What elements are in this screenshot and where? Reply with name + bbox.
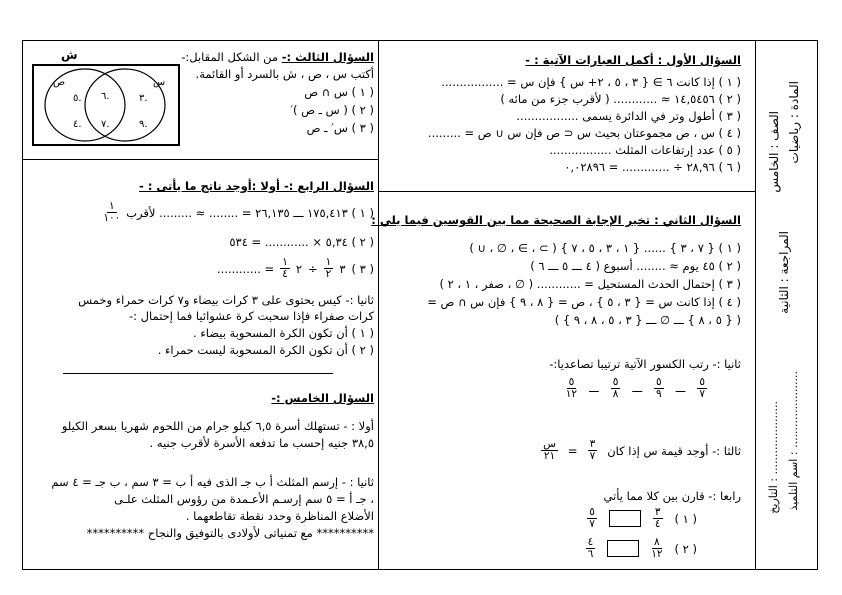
q2-item: ( ۱ ) { ۷ ، ۳ } ...... { ۱ ، ۳ ، ٥ ، ۷ } ( ⊃ ، ∋ ، ∅ ، ∪ ) bbox=[469, 241, 741, 255]
fraction: $\frac{٥}{۹}$ bbox=[656, 376, 662, 400]
answer-box[interactable] bbox=[609, 510, 641, 527]
q2-title: السؤال الثاني : تخير الإجابة الصحيحة مما بين القوسين فيما يلي : bbox=[371, 213, 741, 227]
date-field: التاريخ : ..................... bbox=[767, 401, 780, 514]
q5-line: أولا : - تستهلك أسرة ٦,٥ كيلو جرام من اللحوم شهريا بسعر الكيلو bbox=[61, 419, 374, 433]
q4-item-1: ( ۱ ) ١٧٥,٤١٣ ـــ ٢٦,١٣٥ = ........ ≈ ......... لأقرب $\frac{۱}{۱۰۰}$ bbox=[103, 200, 374, 224]
q4-title: السؤال الرابع :- أولا :أوجد ناتج ما يأتى : - bbox=[139, 179, 374, 193]
venn-diagram bbox=[27, 45, 185, 149]
compare-row: ( ۲ ) $\frac{۸}{۱۲}$ $\frac{٤}{٦}$ bbox=[587, 536, 697, 560]
q2-part2-label: ثانيا :- رتب الكسور الآتية ترتيبا تصاعديا:- bbox=[549, 357, 741, 371]
q3-heading: السؤال الثالث :- من الشكل المقابل:- bbox=[181, 50, 374, 64]
venn-element: ٦. bbox=[101, 91, 110, 102]
q3-instruction: أكتب س ، ص ، ش بالسرد أو القائمة. bbox=[195, 67, 374, 81]
venn-right-label: س bbox=[153, 77, 166, 88]
q4-item-3: ( ۳ ) ۳ $\frac{۱}{۲}$ ÷ ۲ $\frac{۱}{٤}$ = ............ bbox=[217, 256, 374, 280]
q3-item: ( ۱ ) س ∩ ص bbox=[304, 85, 374, 99]
q1-item: ( ٦ ) ٢٨,٩٦ ÷ ............. = ٠,٠٢٨٩٦ bbox=[564, 160, 741, 174]
grade-label: الصف : الخامس bbox=[767, 111, 781, 193]
q1-title: السؤال الأول : أكمل العبارات الآتية : - bbox=[525, 53, 741, 67]
q4-part2-line: كرات صفراء فإذا سحبت كرة عشوائيا فما إحتمال :- bbox=[129, 309, 374, 323]
sidebar-divider bbox=[755, 41, 756, 569]
q4-part2-line: ( ۱ ) أن تكون الكرة المسحوبة بيضاء . bbox=[193, 326, 374, 340]
q3-item: ( ۲ ) ( س ـ ص )′ bbox=[290, 103, 374, 117]
q1-item: ( ۳ ) أطول وتر في الدائرة يسمى ................. bbox=[516, 109, 741, 123]
q5-line: ، جـ أ = ٥ سم إرسـم الأعـمدة من رؤوس المثلث علـى bbox=[114, 492, 374, 506]
fraction: $\frac{٥}{۷}$ bbox=[699, 376, 705, 400]
subject-label: المادة : رياضيات bbox=[787, 81, 801, 164]
q1-item: ( ۲ ) ١٤,٥٤٥٦ ≈ ............ ( لأقرب جزء من مائه ) bbox=[500, 92, 741, 106]
q2-part3: ثالثا :- أوجد قيمة س إذا كان $\frac{۳}{۷}$ = $\frac{\text{س}}{۲۱}$ bbox=[543, 438, 741, 462]
q4-part2-line: ( ۲ ) أن تكون الكرة المسحوبة ليست حمراء . bbox=[157, 343, 374, 357]
venn-element: ٥. bbox=[73, 93, 82, 104]
fraction: $\frac{٥}{۸}$ bbox=[612, 376, 619, 400]
venn-left-label: ص bbox=[53, 77, 66, 88]
q3-item: ( ۳ ) س′ ـ ص bbox=[306, 121, 374, 135]
venn-element: ٤. bbox=[73, 119, 82, 130]
footer-wishes: ********** مع تمنياتى لأولادى بالتوفيق والنجاح ********** bbox=[86, 526, 374, 540]
q5-line: ٣٨,٥ جنيه إحسب ما تدفعه الأسرة لأقرب جنيه . bbox=[149, 436, 374, 450]
fractions-row: $\frac{٥}{۷}$ ـــ $\frac{٥}{۹}$ ـــ $\frac{٥}{۸}$ ـــ $\frac{٥}{۱۲}$ bbox=[565, 376, 705, 400]
q2-item: ( ۲ ) ٤٥ يوم ≈ ........ أسبوع ( ٤ ـــ ٥ ـــ ٦ ) bbox=[530, 259, 741, 273]
fraction: $\frac{٥}{۱۲}$ bbox=[565, 376, 578, 400]
q2-item: ( ٤ ) إذا كانت س = { ۳ ، ٥ } ، ص = { ۸ ، ۹ } فإن س ∩ ص = bbox=[427, 295, 741, 309]
exam-sheet bbox=[22, 40, 818, 570]
answer-box[interactable] bbox=[607, 540, 639, 557]
venn-element: ۳. bbox=[139, 93, 148, 104]
compare-row: ( ۱ ) $\frac{۳}{٤}$ $\frac{٥}{۷}$ bbox=[589, 506, 697, 530]
q5-line: الأضلاع المناظرة وحدد نقطة تقاطعهما . bbox=[185, 509, 374, 523]
column-divider bbox=[378, 41, 379, 569]
q1-item: ( ٥ ) عدد إرتفاعات المثلث ................. bbox=[549, 143, 741, 157]
q3-separator bbox=[23, 159, 378, 160]
venn-universe-label: ش bbox=[61, 48, 78, 62]
venn-element: ٧. bbox=[101, 119, 110, 130]
q1-item: ( ٤ ) س ، ص مجموعتان بحيث س ⊂ ص فإن س ∪ ص = ......... bbox=[427, 126, 741, 140]
q2-part4-label: رابعا :- قارن بين كلا مما يأتي bbox=[603, 489, 741, 503]
q2-item: ( ۳ ) إحتمال الحدث المستحيل = ............ ( ∅ ، صفر ، ۱ ، ۲ ) bbox=[439, 277, 741, 291]
q4-separator bbox=[63, 373, 333, 374]
review-label: المراجعة : الثانية bbox=[777, 231, 791, 314]
q1-separator bbox=[379, 191, 755, 192]
q2-item: ( { ٥ ، ۸ } ـــ ∅ ـــ { ۳ ، ٥ ، ۸ ، ۹ } ) bbox=[554, 313, 741, 327]
q1-item: ( ۱ ) إذا كانت ٦ ∋ { ۳ ، ٥ ، ۲+ س } فإن س = ................. bbox=[441, 75, 741, 89]
student-name-field: اسم التلميذ : ...................... bbox=[787, 371, 800, 511]
q5-line: ثانيا : - إرسم المثلث أ ب جـ الذى فيه أ ب = ۳ سم ، ب جـ = ٤ سم bbox=[51, 475, 374, 489]
venn-element: ۹. bbox=[139, 119, 148, 130]
q4-part2-line: ثانيا :- كيس يحتوى على ۳ كرات بيضاء و۷ كرات حمراء وخمس bbox=[78, 293, 374, 307]
q5-title: السؤال الخامس :- bbox=[271, 391, 374, 405]
q4-item-2: ( ۲ ) ٥,٣٤ × ............ = ٥٣٤ bbox=[229, 235, 374, 249]
